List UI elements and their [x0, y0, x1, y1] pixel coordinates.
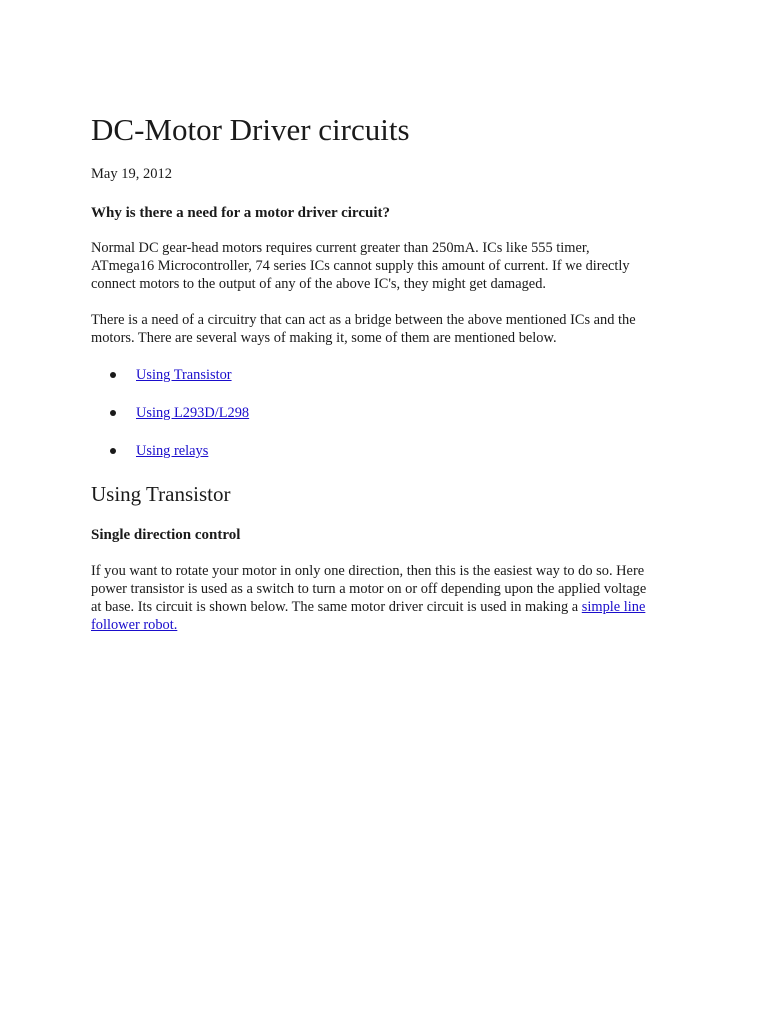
subsection-heading-single-direction: Single direction control	[91, 527, 241, 543]
line-follower-link[interactable]: simple line	[581, 599, 646, 615]
paragraph-intro	[91, 239, 681, 293]
post-date: May 19, 2012	[91, 166, 172, 182]
paragraph-text: at base. Its circuit is shown below. The same motor driver circuit is used in making a	[91, 599, 579, 615]
section-heading-why: Why is there a need for a motor driver circuit?	[91, 205, 390, 221]
toc-link-transistor[interactable]: Using Transistor	[136, 367, 232, 383]
toc-link-l293d[interactable]: Using L293D/L298	[136, 405, 250, 421]
paragraph-line: connect motors to the output of any of the above IC's, they might get damaged.	[91, 276, 546, 292]
paragraph-line: motors. There are several ways of making it, some of them are mentioned below.	[91, 330, 557, 346]
paragraph-line: There is a need of a circuitry that can act as a bridge between the above mentioned ICs and the	[91, 312, 636, 328]
toc-link-relays[interactable]: Using relays	[136, 443, 209, 459]
paragraph-line	[91, 616, 681, 634]
line-follower-link-continued[interactable]: follower robot.	[91, 617, 178, 633]
paragraph-line: power transistor is used as a switch to turn a motor on or off depending upon the applied voltage	[91, 581, 647, 597]
bullet-icon	[110, 448, 116, 454]
paragraph-single-direction	[91, 562, 681, 634]
bullet-icon	[110, 372, 116, 378]
bullet-icon	[110, 410, 116, 416]
page-title: DC-Motor Driver circuits	[91, 112, 410, 147]
paragraph-line: ATmega16 Microcontroller, 74 series ICs cannot supply this amount of current. If we directly	[91, 258, 630, 274]
section-heading-using-transistor: Using Transistor	[91, 482, 231, 506]
paragraph-line: Normal DC gear-head motors requires current greater than 250mA. ICs like 555 timer,	[91, 240, 590, 256]
paragraph-line	[91, 598, 681, 616]
paragraph-line: If you want to rotate your motor in only one direction, then this is the easiest way to do so. Here	[91, 563, 645, 579]
paragraph-bridge	[91, 311, 681, 347]
